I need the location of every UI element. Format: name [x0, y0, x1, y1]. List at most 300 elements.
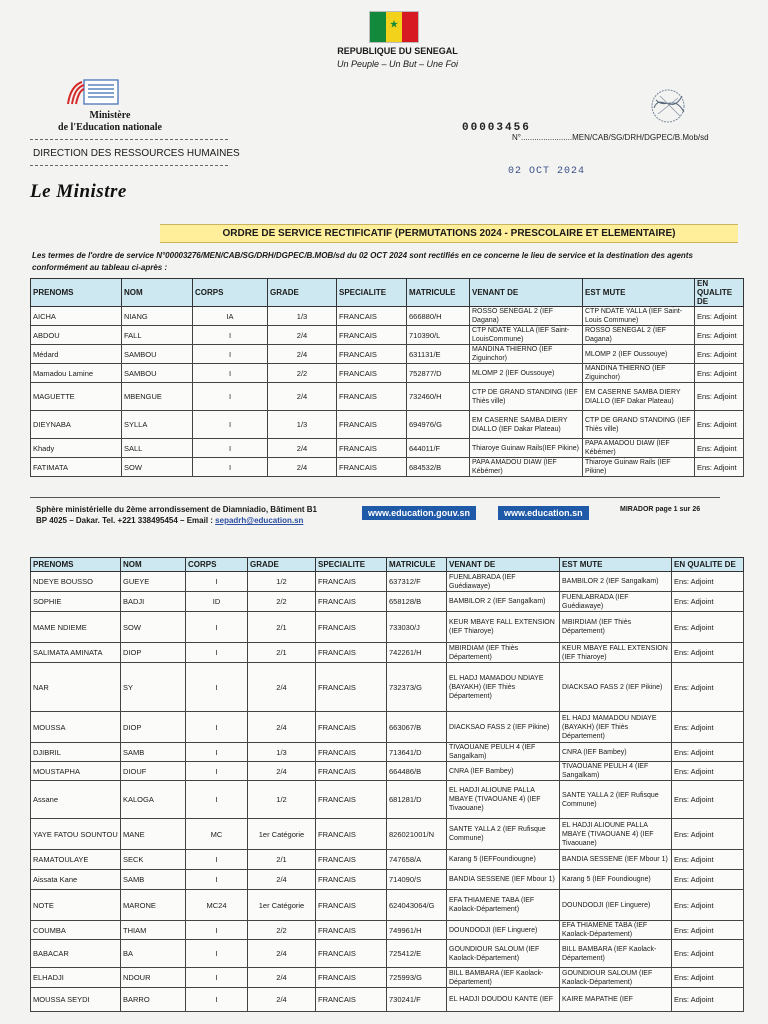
- cell-grade: 2/4: [268, 383, 337, 411]
- senegal-flag: [370, 12, 418, 42]
- cell-to-school: SANTE YALLA 2 (IEF Rufisque Commune): [560, 781, 672, 819]
- column-header-grade: GRADE: [248, 558, 316, 572]
- cell-grade: 2/2: [248, 921, 316, 940]
- cell-from-school: EM CASERNE SAMBA DIERY DIALLO (IEF Dakar Plateau): [470, 411, 583, 439]
- cell-first-name: MOUSTAPHA: [31, 762, 121, 781]
- cell-role: Ens: Adjoint: [695, 383, 744, 411]
- cell-corps: I: [186, 612, 248, 643]
- website-link-gouv[interactable]: www.education.gouv.sn: [362, 506, 476, 520]
- cell-from-school: MBIRDIAM (IEF Thiès Département): [447, 643, 560, 663]
- cell-to-school: BILL BAMBARA (IEF Kaolack-Département): [560, 940, 672, 968]
- cell-grade: 1/2: [248, 572, 316, 592]
- column-header-last-name: NOM: [122, 279, 193, 307]
- cell-matricule: 732460/H: [407, 383, 470, 411]
- cell-first-name: YAYE FATOU SOUNTOU: [31, 819, 121, 850]
- cell-first-name: Assane: [31, 781, 121, 819]
- table-row: [31, 643, 744, 663]
- cell-from-school: FUENLABRADA (IEF Guédiawaye): [447, 572, 560, 592]
- cell-to-school: EFA THIAMENE TABA (IEF Kaolack-Département): [560, 921, 672, 940]
- cell-grade: 1/3: [248, 743, 316, 762]
- ministry-name: [30, 110, 190, 134]
- table-row: [31, 712, 744, 743]
- footer-address: [36, 504, 317, 526]
- cell-to-school: Karang 5 (IEF Foundiougne): [560, 870, 672, 890]
- cell-to-school: KAIRE MAPATHE (IEF: [560, 988, 672, 1012]
- table-body: [31, 307, 744, 477]
- cell-speciality: FRANCAIS: [316, 663, 387, 712]
- cell-matricule: 730241/F: [387, 988, 447, 1012]
- column-header-speciality: SPECIALITE: [316, 558, 387, 572]
- cell-speciality: FRANCAIS: [316, 870, 387, 890]
- cell-to-school: CTP DE GRAND STANDING (IEF Thiès ville): [583, 411, 695, 439]
- column-header-first-name: PRENOMS: [31, 558, 121, 572]
- cell-first-name: NOTE: [31, 890, 121, 921]
- cell-matricule: 624043064/G: [387, 890, 447, 921]
- table-row: [31, 762, 744, 781]
- cell-from-school: MLOMP 2 (IEF Oussouye): [470, 364, 583, 383]
- cell-to-school: ROSSO SENEGAL 2 (IEF Dagana): [583, 326, 695, 345]
- cell-to-school: PAPA AMADOU DIAW (IEF Kébémer): [583, 439, 695, 458]
- cell-corps: IA: [193, 307, 268, 326]
- ministry-line-1: Ministère: [89, 110, 131, 121]
- cell-grade: 2/4: [268, 326, 337, 345]
- cell-matricule: 684532/B: [407, 458, 470, 477]
- cell-from-school: BILL BAMBARA (IEF Kaolack-Département): [447, 968, 560, 988]
- cell-last-name: SOW: [121, 612, 186, 643]
- table-row: [31, 345, 744, 364]
- cell-matricule: 663067/B: [387, 712, 447, 743]
- cell-matricule: 694976/G: [407, 411, 470, 439]
- cell-from-school: CTP NDATE YALLA (IEF Saint-LouisCommune): [470, 326, 583, 345]
- cell-to-school: EL HADJI ALIOUNE PALLA MBAYE (TIVAOUANE 4) (IEF Tivaouane): [560, 819, 672, 850]
- cell-matricule: 749961/H: [387, 921, 447, 940]
- cell-speciality: FRANCAIS: [316, 762, 387, 781]
- cell-corps: I: [186, 743, 248, 762]
- cell-corps: I: [193, 458, 268, 477]
- transfer-table-2: [30, 557, 744, 1012]
- cell-from-school: KEUR MBAYE FALL EXTENSION (IEF Thiaroye): [447, 612, 560, 643]
- table-body: [31, 572, 744, 1012]
- cell-grade: 2/4: [248, 762, 316, 781]
- column-header-role: EN QUALITE DE: [695, 279, 744, 307]
- cell-matricule: 631131/E: [407, 345, 470, 364]
- cell-role: Ens: Adjoint: [672, 612, 744, 643]
- cell-role: Ens: Adjoint: [695, 439, 744, 458]
- cell-matricule: 725993/G: [387, 968, 447, 988]
- cell-last-name: BA: [121, 940, 186, 968]
- cell-role: Ens: Adjoint: [672, 781, 744, 819]
- column-header-from-school: VENANT DE: [447, 558, 560, 572]
- cell-corps: I: [193, 411, 268, 439]
- cell-last-name: MARONE: [121, 890, 186, 921]
- cell-last-name: SAMBOU: [122, 345, 193, 364]
- cell-corps: I: [193, 326, 268, 345]
- cell-from-school: PAPA AMADOU DIAW (IEF Kébémer): [470, 458, 583, 477]
- table-row: [31, 326, 744, 345]
- cell-to-school: CNRA (IEF Bambey): [560, 743, 672, 762]
- cell-role: Ens: Adjoint: [672, 988, 744, 1012]
- cell-matricule: 644011/F: [407, 439, 470, 458]
- cell-matricule: 826021001/N: [387, 819, 447, 850]
- cell-grade: 2/4: [268, 458, 337, 477]
- cell-from-school: EFA THIAMENE TABA (IEF Kaolack-Département): [447, 890, 560, 921]
- table-row: [31, 968, 744, 988]
- cell-speciality: FRANCAIS: [316, 968, 387, 988]
- cell-last-name: THIAM: [121, 921, 186, 940]
- cell-speciality: FRANCAIS: [316, 940, 387, 968]
- cell-speciality: FRANCAIS: [316, 850, 387, 870]
- cell-to-school: GOUNDIOUR SALOUM (IEF Kaolack-Département): [560, 968, 672, 988]
- cell-role: Ens: Adjoint: [672, 663, 744, 712]
- cell-last-name: SY: [121, 663, 186, 712]
- cell-to-school: TIVAOUANE PEULH 4 (IEF Sangalkam): [560, 762, 672, 781]
- cell-corps: MC24: [186, 890, 248, 921]
- cell-matricule: 666880/H: [407, 307, 470, 326]
- cell-speciality: FRANCAIS: [337, 307, 407, 326]
- cell-corps: I: [186, 712, 248, 743]
- cell-corps: I: [193, 364, 268, 383]
- cell-corps: I: [193, 383, 268, 411]
- cell-role: Ens: Adjoint: [672, 890, 744, 921]
- table-row: [31, 890, 744, 921]
- cell-first-name: MOUSSA: [31, 712, 121, 743]
- minister-title: Le Ministre: [30, 181, 127, 202]
- cell-last-name: GUEYE: [121, 572, 186, 592]
- cell-from-school: EL HADJ MAMADOU NDIAYE (BAYAKH) (IEF Thiès Département): [447, 663, 560, 712]
- cell-role: Ens: Adjoint: [695, 345, 744, 364]
- cell-first-name: MAGUETTE: [31, 383, 122, 411]
- cell-speciality: FRANCAIS: [316, 712, 387, 743]
- cell-first-name: DJIBRIL: [31, 743, 121, 762]
- cell-last-name: BARRO: [121, 988, 186, 1012]
- department-name: DIRECTION DES RESSOURCES HUMAINES: [33, 148, 240, 159]
- cell-speciality: FRANCAIS: [337, 383, 407, 411]
- cell-role: Ens: Adjoint: [672, 968, 744, 988]
- cell-to-school: MBIRDIAM (IEF Thiès Département): [560, 612, 672, 643]
- cell-matricule: 752877/D: [407, 364, 470, 383]
- cell-grade: 2/4: [248, 968, 316, 988]
- cell-grade: 1er Catégorie: [248, 890, 316, 921]
- cell-from-school: Karang 5 (IEFFoundiougne): [447, 850, 560, 870]
- cell-grade: 2/4: [248, 940, 316, 968]
- column-header-to-school: EST MUTE: [560, 558, 672, 572]
- cell-to-school: FUENLABRADA (IEF Guédiawaye): [560, 592, 672, 612]
- cell-role: Ens: Adjoint: [672, 572, 744, 592]
- cell-grade: 2/4: [248, 663, 316, 712]
- cell-speciality: FRANCAIS: [316, 572, 387, 592]
- cell-matricule: 725412/E: [387, 940, 447, 968]
- cell-speciality: FRANCAIS: [337, 345, 407, 364]
- ministry-line-2: de l'Education nationale: [58, 122, 162, 133]
- cell-corps: ID: [186, 592, 248, 612]
- table-row: [31, 572, 744, 592]
- cell-matricule: 713641/D: [387, 743, 447, 762]
- cell-to-school: Thiaroye Guinaw Rails (IEF Pikine): [583, 458, 695, 477]
- cell-matricule: 714090/S: [387, 870, 447, 890]
- cell-grade: 2/1: [248, 643, 316, 663]
- cell-speciality: FRANCAIS: [337, 458, 407, 477]
- cell-first-name: RAMATOULAYE: [31, 850, 121, 870]
- divider: [30, 165, 228, 166]
- cell-grade: 2/4: [248, 988, 316, 1012]
- cell-matricule: 742261/H: [387, 643, 447, 663]
- cell-from-school: SANTE YALLA 2 (IEF Rufisque Commune): [447, 819, 560, 850]
- table-row: [31, 592, 744, 612]
- table-row: [31, 743, 744, 762]
- cell-speciality: FRANCAIS: [316, 643, 387, 663]
- table-row: [31, 612, 744, 643]
- cell-speciality: FRANCAIS: [337, 411, 407, 439]
- cell-from-school: EL HADJI ALIOUNE PALLA MBAYE (TIVAOUANE 4) (IEF Tivaouane): [447, 781, 560, 819]
- cell-corps: I: [186, 870, 248, 890]
- cell-last-name: SAMB: [121, 743, 186, 762]
- cell-role: Ens: Adjoint: [695, 326, 744, 345]
- table-row: [31, 988, 744, 1012]
- column-header-role: EN QUALITE DE: [672, 558, 744, 572]
- cell-from-school: BAMBILOR 2 (IEF Sangalkam): [447, 592, 560, 612]
- ministry-logo: [66, 78, 122, 111]
- column-header-last-name: NOM: [121, 558, 186, 572]
- cell-first-name: DIEYNABA: [31, 411, 122, 439]
- cell-last-name: MBENGUE: [122, 383, 193, 411]
- cell-matricule: 681281/D: [387, 781, 447, 819]
- cell-last-name: NDOUR: [121, 968, 186, 988]
- cell-grade: 2/1: [248, 850, 316, 870]
- cell-last-name: NIANG: [122, 307, 193, 326]
- cell-corps: I: [186, 988, 248, 1012]
- document-title: ORDRE DE SERVICE RECTIFICATIF (PERMUTATIONS 2024 - PRESCOLAIRE ET ELEMENTAIRE): [160, 224, 738, 243]
- cell-matricule: 658128/B: [387, 592, 447, 612]
- cell-from-school: GOUNDIOUR SALOUM (IEF Kaolack-Département): [447, 940, 560, 968]
- table-row: [31, 663, 744, 712]
- cell-corps: I: [193, 439, 268, 458]
- cell-role: Ens: Adjoint: [672, 850, 744, 870]
- cell-grade: 2/4: [248, 712, 316, 743]
- cell-grade: 2/4: [268, 345, 337, 364]
- cell-first-name: AICHA: [31, 307, 122, 326]
- cell-first-name: FATIMATA: [31, 458, 122, 477]
- cell-to-school: KEUR MBAYE FALL EXTENSION (IEF Thiaroye): [560, 643, 672, 663]
- cell-to-school: EM CASERNE SAMBA DIERY DIALLO (IEF Dakar Plateau): [583, 383, 695, 411]
- website-link[interactable]: www.education.sn: [498, 506, 589, 520]
- cell-first-name: COUMBA: [31, 921, 121, 940]
- table-row: [31, 870, 744, 890]
- cell-corps: I: [186, 850, 248, 870]
- table-row: [31, 921, 744, 940]
- cell-speciality: FRANCAIS: [337, 439, 407, 458]
- footer-divider: [30, 497, 720, 498]
- table-row: [31, 439, 744, 458]
- table-header-row: [31, 279, 744, 307]
- cell-last-name: DIOP: [121, 712, 186, 743]
- cell-first-name: ELHADJI: [31, 968, 121, 988]
- cell-role: Ens: Adjoint: [672, 762, 744, 781]
- cell-grade: 1/3: [268, 307, 337, 326]
- cell-corps: I: [186, 572, 248, 592]
- cell-matricule: 747658/A: [387, 850, 447, 870]
- cell-from-school: BANDIA SESSENE (IEF Mbour 1): [447, 870, 560, 890]
- cell-matricule: 732373/G: [387, 663, 447, 712]
- table-row: [31, 383, 744, 411]
- cell-role: Ens: Adjoint: [695, 411, 744, 439]
- cell-corps: I: [186, 643, 248, 663]
- cell-corps: I: [193, 345, 268, 364]
- cell-to-school: DOUNDODJI (IEF Linguere): [560, 890, 672, 921]
- cell-speciality: FRANCAIS: [337, 326, 407, 345]
- cell-to-school: CTP NDATE YALLA (IEF Saint-Louis Commune): [583, 307, 695, 326]
- table-row: [31, 781, 744, 819]
- cell-role: Ens: Adjoint: [672, 921, 744, 940]
- cell-role: Ens: Adjoint: [672, 712, 744, 743]
- cell-role: Ens: Adjoint: [695, 364, 744, 383]
- cell-grade: 2/2: [268, 364, 337, 383]
- cell-grade: 1/2: [248, 781, 316, 819]
- cell-from-school: MANDINA THIERNO (IEF Ziguinchor): [470, 345, 583, 364]
- cell-last-name: SAMB: [121, 870, 186, 890]
- cell-to-school: EL HADJ MAMADOU NDIAYE (BAYAKH) (IEF Thiès Département): [560, 712, 672, 743]
- cell-last-name: KALOGA: [121, 781, 186, 819]
- intro-paragraph: Les termes de l'ordre de service N°00003276/MEN/CAB/SG/DRH/DGPEC/B.MOB/sd du 02 OCT 2024 sont rectifiés en ce concerne le lieu de service et la destination des agents conformément au tableau ci-après :: [32, 251, 693, 272]
- cell-grade: 2/4: [248, 870, 316, 890]
- cell-first-name: SALIMATA AMINATA: [31, 643, 121, 663]
- cell-speciality: FRANCAIS: [316, 781, 387, 819]
- table-row: [31, 940, 744, 968]
- cell-role: Ens: Adjoint: [672, 870, 744, 890]
- table-row: [31, 819, 744, 850]
- cell-from-school: EL HADJI DOUDOU KANTE (IEF: [447, 988, 560, 1012]
- cell-last-name: SYLLA: [122, 411, 193, 439]
- reference-number: 00003456: [462, 122, 531, 134]
- cell-matricule: 637312/F: [387, 572, 447, 592]
- cell-first-name: MOUSSA SEYDI: [31, 988, 121, 1012]
- cell-first-name: Khady: [31, 439, 122, 458]
- footer-line-1: Sphère ministérielle du 2ème arrondissement de Diamniadio, Bâtiment B1: [36, 505, 317, 514]
- cell-role: Ens: Adjoint: [672, 592, 744, 612]
- column-header-to-school: EST MUTE: [583, 279, 695, 307]
- cell-grade: 2/2: [248, 592, 316, 612]
- cell-grade: 2/1: [248, 612, 316, 643]
- cell-first-name: Aissata Kane: [31, 870, 121, 890]
- cell-first-name: BABACAR: [31, 940, 121, 968]
- cell-speciality: FRANCAIS: [316, 819, 387, 850]
- cell-last-name: SOW: [122, 458, 193, 477]
- divider: [30, 139, 228, 140]
- cell-to-school: MLOMP 2 (IEF Oussouye): [583, 345, 695, 364]
- cell-from-school: CNRA (IEF Bambey): [447, 762, 560, 781]
- table-row: [31, 458, 744, 477]
- table-row: [31, 364, 744, 383]
- cell-last-name: DIOUF: [121, 762, 186, 781]
- cell-matricule: 710390/L: [407, 326, 470, 345]
- table-row: [31, 411, 744, 439]
- cell-last-name: BADJI: [121, 592, 186, 612]
- column-header-corps: CORPS: [193, 279, 268, 307]
- cell-corps: I: [186, 921, 248, 940]
- cell-role: Ens: Adjoint: [695, 307, 744, 326]
- table-row: [31, 850, 744, 870]
- cell-role: Ens: Adjoint: [672, 940, 744, 968]
- cell-first-name: Médard: [31, 345, 122, 364]
- column-header-speciality: SPECIALITE: [337, 279, 407, 307]
- cell-first-name: Mamadou Lamine: [31, 364, 122, 383]
- cell-speciality: FRANCAIS: [316, 612, 387, 643]
- cell-matricule: 733030/J: [387, 612, 447, 643]
- republic-name: REPUBLIQUE DU SENEGAL: [337, 46, 458, 56]
- transfer-table-1: [30, 278, 744, 477]
- column-header-matricule: MATRICULE: [387, 558, 447, 572]
- cell-role: Ens: Adjoint: [672, 819, 744, 850]
- cell-from-school: Thiaroye Guinaw Rails(IEF Pikine): [470, 439, 583, 458]
- cell-corps: I: [186, 940, 248, 968]
- cell-last-name: MANE: [121, 819, 186, 850]
- cell-last-name: SAMBOU: [122, 364, 193, 383]
- cell-from-school: DIACKSAO FASS 2 (IEF Pikine): [447, 712, 560, 743]
- cell-speciality: FRANCAIS: [337, 364, 407, 383]
- cell-last-name: SECK: [121, 850, 186, 870]
- cell-speciality: FRANCAIS: [316, 743, 387, 762]
- cell-from-school: DOUNDODJI (IEF Linguere): [447, 921, 560, 940]
- cell-role: Ens: Adjoint: [695, 458, 744, 477]
- cell-speciality: FRANCAIS: [316, 890, 387, 921]
- cell-last-name: SALL: [122, 439, 193, 458]
- cell-last-name: DIOP: [121, 643, 186, 663]
- cell-to-school: DIACKSAO FASS 2 (IEF Pikine): [560, 663, 672, 712]
- column-header-from-school: VENANT DE: [470, 279, 583, 307]
- cell-role: Ens: Adjoint: [672, 643, 744, 663]
- cell-first-name: ABDOU: [31, 326, 122, 345]
- column-header-first-name: PRENOMS: [31, 279, 122, 307]
- cell-speciality: FRANCAIS: [316, 988, 387, 1012]
- cell-to-school: BANDIA SESSENE (IEF Mbour 1): [560, 850, 672, 870]
- cell-last-name: FALL: [122, 326, 193, 345]
- cell-speciality: FRANCAIS: [316, 592, 387, 612]
- cell-from-school: TIVAOUANE PEULH 4 (IEF Sangalkam): [447, 743, 560, 762]
- column-header-corps: CORPS: [186, 558, 248, 572]
- column-header-matricule: MATRICULE: [407, 279, 470, 307]
- cell-to-school: MANDINA THIERNO (IEF Ziguinchor): [583, 364, 695, 383]
- cell-to-school: BAMBILOR 2 (IEF Sangalkam): [560, 572, 672, 592]
- cell-grade: 1/3: [268, 411, 337, 439]
- cell-from-school: ROSSO SENEGAL 2 (IEF Dagana): [470, 307, 583, 326]
- cell-corps: MC: [186, 819, 248, 850]
- footer-line-2: BP 4025 – Dakar. Tel. +221 338495454 – Email :: [36, 516, 216, 525]
- cell-corps: I: [186, 762, 248, 781]
- cell-corps: I: [186, 781, 248, 819]
- cell-corps: I: [186, 968, 248, 988]
- signature-stamp: [646, 86, 690, 131]
- cell-grade: 2/4: [268, 439, 337, 458]
- document-date: 02 OCT 2024: [508, 166, 586, 177]
- cell-corps: I: [186, 663, 248, 712]
- national-motto: Un Peuple – Un But – Une Foi: [336, 59, 459, 69]
- cell-first-name: NAR: [31, 663, 121, 712]
- cell-first-name: MAME NDIEME: [31, 612, 121, 643]
- reference-suffix: N°.......................MEN/CAB/SG/DRH/DGPEC/B.Mob/sd: [512, 133, 709, 142]
- cell-from-school: CTP DE GRAND STANDING (IEF Thiès ville): [470, 383, 583, 411]
- star-icon: [390, 20, 398, 28]
- cell-grade: 1er Catégorie: [248, 819, 316, 850]
- cell-role: Ens: Adjoint: [672, 743, 744, 762]
- cell-speciality: FRANCAIS: [316, 921, 387, 940]
- column-header-grade: GRADE: [268, 279, 337, 307]
- footer-email-link[interactable]: sepadrh@education.sn: [215, 516, 304, 525]
- cell-first-name: NDEYE BOUSSO: [31, 572, 121, 592]
- table-row: [31, 307, 744, 326]
- table-header-row: [31, 558, 744, 572]
- cell-matricule: 664486/B: [387, 762, 447, 781]
- cell-first-name: SOPHIE: [31, 592, 121, 612]
- page-indicator: MIRADOR page 1 sur 26: [620, 506, 701, 513]
